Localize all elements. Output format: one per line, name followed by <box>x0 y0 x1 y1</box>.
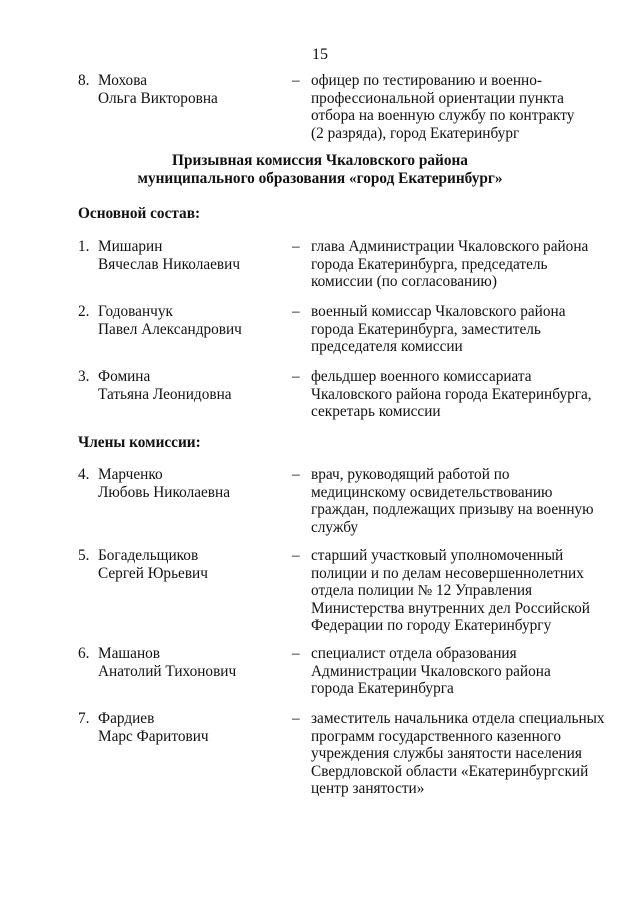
entry-number: 2. <box>78 303 90 320</box>
description-line: комиссии (по согласованию) <box>311 273 497 290</box>
description-line: Свердловской области «Екатеринбургский <box>311 762 589 780</box>
description-line: заместитель начальника отдела специальных <box>311 710 605 727</box>
description-line: граждан, подлежащих призыву на военную <box>311 501 594 518</box>
person-name <box>98 303 278 338</box>
description-line: секретарь комиссии <box>311 403 441 420</box>
description-line: Администрации Чкаловского района <box>311 662 551 680</box>
given-names: Сергей Юрьевич <box>98 564 208 582</box>
description-line: (2 разряда), город Екатеринбург <box>311 124 520 142</box>
entry-number: 4. <box>78 466 90 483</box>
dash: – <box>292 710 300 727</box>
person-name <box>98 466 278 501</box>
dash: – <box>292 238 300 255</box>
entry-number: 7. <box>78 710 90 727</box>
description-line: полиции и по делам несовершеннолетних <box>311 564 584 582</box>
surname: Мохова <box>98 72 148 89</box>
description-line: учреждения службы занятости населения <box>311 745 582 762</box>
description-line: города Екатеринбурга <box>311 680 454 697</box>
given-names: Марс Фаритович <box>98 727 209 745</box>
description-line: программ государственного казенного <box>311 727 561 745</box>
description-line: председателя комиссии <box>311 338 463 355</box>
surname: Годованчук <box>98 303 173 320</box>
description-line: Федерации по городу Екатеринбургу <box>311 617 552 634</box>
description-line: города Екатеринбурга, заместитель <box>311 320 541 338</box>
position-description <box>311 368 611 421</box>
position-description <box>311 72 611 142</box>
person-name <box>98 547 278 582</box>
main-composition-heading: Основной состав: <box>78 205 201 222</box>
dash: – <box>292 368 300 385</box>
description-line: города Екатеринбурга, председатель <box>311 255 548 273</box>
dash: – <box>292 72 300 89</box>
entry-number: 6. <box>78 645 90 662</box>
position-description <box>311 303 611 356</box>
position-description <box>311 238 611 291</box>
description-line: специалист отдела образования <box>311 645 517 662</box>
person-name <box>98 238 278 273</box>
entry-number: 8. <box>78 72 90 89</box>
given-names: Любовь Николаевна <box>98 483 231 501</box>
position-description <box>311 710 611 798</box>
surname: Богадельщиков <box>98 547 199 564</box>
description-line: офицер по тестированию и военно- <box>311 72 542 89</box>
person-name <box>98 710 278 745</box>
description-line: военный комиссар Чкаловского района <box>311 303 566 320</box>
position-description <box>311 466 611 536</box>
description-line: фельдшер военного комиссариата <box>311 368 532 385</box>
surname: Мишарин <box>98 238 163 255</box>
entry-number: 3. <box>78 368 90 385</box>
surname: Марченко <box>98 466 163 483</box>
person-name <box>98 368 278 403</box>
position-description <box>311 645 611 698</box>
position-description <box>311 547 611 635</box>
given-names: Ольга Викторовна <box>98 89 218 107</box>
dash: – <box>292 645 300 662</box>
description-line: глава Администрации Чкаловского района <box>311 238 589 255</box>
dash: – <box>292 547 300 564</box>
surname: Фардиев <box>98 710 155 727</box>
commission-title-line: Призывная комиссия Чкаловского района <box>172 152 468 169</box>
given-names: Вячеслав Николаевич <box>98 255 241 273</box>
entry-number: 5. <box>78 547 90 564</box>
dash: – <box>292 303 300 320</box>
given-names: Анатолий Тихонович <box>98 662 237 680</box>
person-name <box>98 72 278 107</box>
description-line: Министерства внутренних дел Российской <box>311 599 590 617</box>
members-heading: Члены комиссии: <box>78 434 201 451</box>
given-names: Татьяна Леонидовна <box>98 385 232 403</box>
description-line: профессиональной ориентации пункта <box>311 89 564 107</box>
commission-title <box>0 152 640 187</box>
person-name <box>98 645 278 680</box>
given-names: Павел Александрович <box>98 320 242 338</box>
description-line: медицинскому освидетельствованию <box>311 483 553 501</box>
description-line: врач, руководящий работой по <box>311 466 510 483</box>
commission-title-line: муниципального образования «город Екатеринбург» <box>137 169 503 187</box>
description-line: Чкаловского района города Екатеринбурга, <box>311 385 592 403</box>
description-line: отдела полиции № 12 Управления <box>311 582 533 599</box>
surname: Машанов <box>98 645 161 662</box>
entry-number: 1. <box>78 238 90 255</box>
description-line: старший участковый уполномоченный <box>311 547 564 564</box>
surname: Фомина <box>98 368 151 385</box>
dash: – <box>292 466 300 483</box>
description-line: службу <box>311 518 359 536</box>
description-line: центр занятости» <box>311 780 425 797</box>
page-number: 15 <box>312 46 328 63</box>
description-line: отбора на военную службу по контракту <box>311 107 575 124</box>
